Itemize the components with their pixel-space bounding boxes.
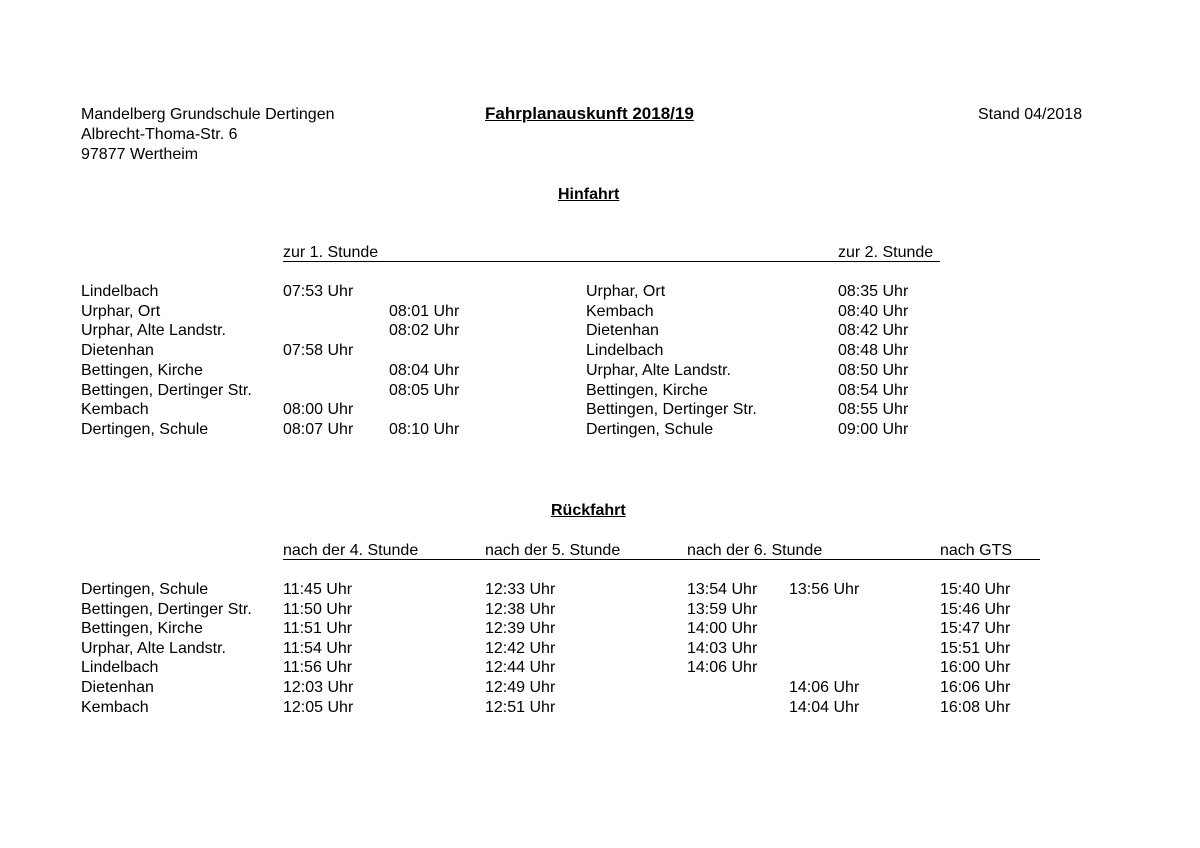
departure-time: 14:00 Uhr bbox=[687, 620, 758, 638]
departure-time: 08:40 Uhr bbox=[838, 302, 909, 320]
stop-name: Kembach bbox=[586, 302, 654, 320]
stop-name: Bettingen, Kirche bbox=[586, 381, 708, 399]
departure-time: 13:54 Uhr bbox=[687, 581, 758, 598]
departure-time: 12:38 Uhr bbox=[485, 600, 556, 618]
departure-time: 08:04 Uhr bbox=[389, 361, 460, 379]
departure-time: 08:07 Uhr bbox=[283, 420, 354, 438]
status-date: Stand 04/2018 bbox=[978, 106, 1083, 123]
stop-name: Kembach bbox=[81, 698, 149, 716]
departure-time: 11:54 Uhr bbox=[283, 639, 353, 657]
departure-time: 14:04 Uhr bbox=[789, 698, 860, 716]
departure-time: 08:48 Uhr bbox=[838, 342, 909, 360]
stop-name: Dertingen, Schule bbox=[586, 420, 714, 438]
departure-time: 08:50 Uhr bbox=[838, 361, 909, 379]
departure-time: 12:51 Uhr bbox=[485, 698, 556, 716]
departure-time: 15:47 Uhr bbox=[940, 620, 1011, 638]
departure-time: 14:06 Uhr bbox=[687, 659, 758, 677]
departure-time: 14:06 Uhr bbox=[789, 679, 860, 696]
departure-time: 12:39 Uhr bbox=[485, 620, 556, 638]
school-street: Albrecht-Thoma-Str. 6 bbox=[81, 126, 238, 143]
rueckfahrt-header-5: nach der 5. Stunde bbox=[485, 542, 621, 559]
stop-name: Lindelbach bbox=[81, 283, 159, 300]
departure-time: 15:51 Uhr bbox=[940, 639, 1011, 657]
departure-time: 12:42 Uhr bbox=[485, 639, 556, 657]
departure-time: 16:06 Uhr bbox=[940, 679, 1011, 696]
departure-time: 09:00 Uhr bbox=[838, 420, 909, 438]
stop-name: Urphar, Ort bbox=[586, 283, 666, 300]
stop-name: Bettingen, Dertinger Str. bbox=[81, 600, 252, 618]
stop-name: Kembach bbox=[81, 401, 149, 419]
hinfahrt-header-rule bbox=[283, 261, 940, 262]
school-name: Mandelberg Grundschule Dertingen bbox=[81, 106, 335, 123]
departure-time: 16:08 Uhr bbox=[940, 698, 1011, 716]
departure-time: 08:01 Uhr bbox=[389, 302, 460, 320]
departure-time: 12:49 Uhr bbox=[485, 679, 556, 696]
document-title: Fahrplanauskunft 2018/19 bbox=[485, 104, 694, 123]
departure-time: 16:00 Uhr bbox=[940, 659, 1011, 677]
departure-time: 08:00 Uhr bbox=[283, 401, 354, 419]
stop-name: Urphar, Alte Landstr. bbox=[81, 322, 226, 340]
departure-time: 12:33 Uhr bbox=[485, 581, 556, 598]
stop-name: Bettingen, Dertinger Str. bbox=[586, 401, 757, 419]
departure-time: 11:51 Uhr bbox=[283, 620, 353, 638]
departure-time: 11:50 Uhr bbox=[283, 600, 353, 618]
departure-time: 13:59 Uhr bbox=[687, 600, 758, 618]
departure-time: 11:56 Uhr bbox=[283, 659, 353, 677]
stop-name: Bettingen, Kirche bbox=[81, 620, 203, 638]
departure-time: 15:40 Uhr bbox=[940, 581, 1011, 598]
stop-name: Urphar, Ort bbox=[81, 302, 161, 320]
rueckfahrt-header-gts: nach GTS bbox=[940, 542, 1013, 559]
stop-name: Dietenhan bbox=[586, 322, 659, 340]
departure-time: 08:02 Uhr bbox=[389, 322, 460, 340]
rueckfahrt-header-rule bbox=[283, 559, 1040, 560]
departure-time: 08:35 Uhr bbox=[838, 283, 909, 300]
rueckfahrt-header-6: nach der 6. Stunde bbox=[687, 542, 823, 559]
stop-name: Lindelbach bbox=[81, 659, 159, 677]
departure-time: 12:44 Uhr bbox=[485, 659, 556, 677]
hinfahrt-col2-header: zur 2. Stunde bbox=[838, 244, 934, 261]
rueckfahrt-heading: Rückfahrt bbox=[551, 502, 626, 519]
departure-time: 07:58 Uhr bbox=[283, 342, 354, 360]
stop-name: Dertingen, Schule bbox=[81, 581, 209, 598]
departure-time: 13:56 Uhr bbox=[789, 581, 860, 598]
departure-time: 08:05 Uhr bbox=[389, 381, 460, 399]
stop-name: Lindelbach bbox=[586, 342, 664, 360]
departure-time: 08:42 Uhr bbox=[838, 322, 909, 340]
departure-time: 12:03 Uhr bbox=[283, 679, 354, 696]
stop-name: Dietenhan bbox=[81, 342, 154, 360]
departure-time: 08:54 Uhr bbox=[838, 381, 909, 399]
departure-time: 14:03 Uhr bbox=[687, 639, 758, 657]
stop-name: Bettingen, Dertinger Str. bbox=[81, 381, 252, 399]
departure-time: 11:45 Uhr bbox=[283, 581, 353, 598]
stop-name: Urphar, Alte Landstr. bbox=[586, 361, 731, 379]
stop-name: Urphar, Alte Landstr. bbox=[81, 639, 226, 657]
rueckfahrt-header-4: nach der 4. Stunde bbox=[283, 542, 419, 559]
school-city: 97877 Wertheim bbox=[81, 146, 199, 163]
stop-name: Dietenhan bbox=[81, 679, 154, 696]
departure-time: 12:05 Uhr bbox=[283, 698, 354, 716]
stop-name: Bettingen, Kirche bbox=[81, 361, 203, 379]
hinfahrt-col1-header: zur 1. Stunde bbox=[283, 244, 379, 261]
hinfahrt-heading: Hinfahrt bbox=[558, 186, 620, 203]
departure-time: 08:55 Uhr bbox=[838, 401, 909, 419]
departure-time: 15:46 Uhr bbox=[940, 600, 1011, 618]
stop-name: Dertingen, Schule bbox=[81, 420, 209, 438]
departure-time: 07:53 Uhr bbox=[283, 283, 354, 300]
departure-time: 08:10 Uhr bbox=[389, 420, 460, 438]
